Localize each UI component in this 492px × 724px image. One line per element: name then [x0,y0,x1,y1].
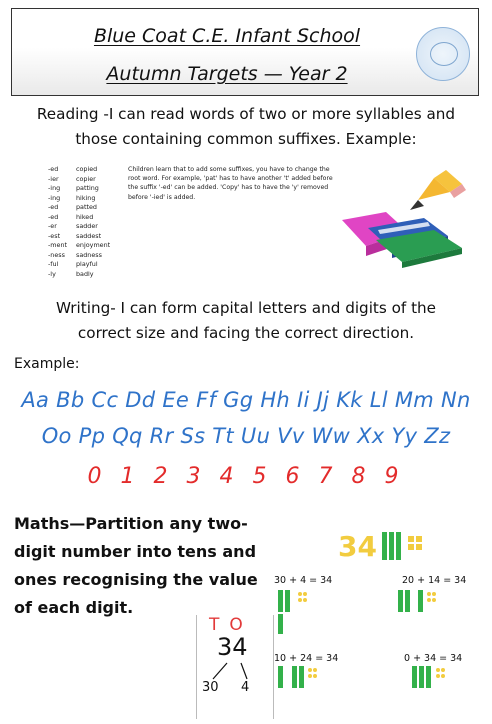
school-name: Blue Coat C.E. Infant School [93,25,361,47]
reading-target-line1: Reading -I can read words of two or more syllables and [36,105,456,123]
suffix-word: hiked [76,212,94,221]
suffix-row [48,165,126,175]
suffix-row [48,241,126,251]
suffix-word: patting [76,184,99,192]
suffix-row [48,270,126,280]
suffix-row [48,232,126,242]
writing-target-line1: Writing- I can form capital letters and digits of the [55,299,437,317]
suffix: -ly [48,269,56,278]
suffix-word: playful [76,260,98,268]
suffix: -ed [48,212,59,221]
suffix-row [48,213,126,223]
suffix-row [48,222,126,232]
equation-1: 30 + 4 = 34 [274,575,333,586]
base-ten-20-plus-14 [396,588,440,614]
suffix-note: Children learn that to add some suffixes, you have to change the root word. For example, 'pat' has to have another 't' added before the suffix '-ed' can be added. 'Copy' has to have the 'y' removed before '-ied' is added. [128,166,333,201]
ones-value: 4 [241,680,250,695]
place-value-number: 34 [217,633,248,661]
suffix: -ing [48,193,61,202]
suffix: -ed [48,165,59,173]
books-and-pencil-image [338,170,478,270]
school-logo [416,27,470,81]
equation-4: 0 + 34 = 34 [404,653,463,664]
suffix: -ness [48,250,65,259]
suffix-word: saddest [76,231,102,240]
suffix: -ed [48,203,59,211]
suffix: -er [48,222,57,230]
suffix-row [48,251,126,261]
suffix: -ment [48,241,68,249]
base-ten-30-plus-4 [276,588,320,636]
suffix-row [48,175,126,185]
tens-value: 30 [202,680,219,695]
suffix-row [48,194,126,204]
maths-target: Maths—Partition any two-digit number into tens and ones recognising the value of each digit. [14,514,258,617]
reading-target-line2-main: those containing common suffixes. [75,130,341,148]
reading-target-line2 [0,127,492,152]
alphabet-row-1: Aa Bb Cc Dd Ee Ff Gg Hh Ii Jj Kk Ll Mm Nn [21,388,471,412]
suffix: -ful [48,260,59,268]
page-subtitle: Autumn Targets — Year 2 [106,63,348,85]
base-ten-0-plus-34 [410,664,454,690]
suffix-row [48,203,126,213]
writing-example-label: Example: [14,356,80,372]
base-ten-blocks-34 [378,530,438,562]
suffix-word: copied [76,165,98,173]
suffix-word: sadder [76,222,98,230]
suffix-word: hiking [76,193,96,202]
suffix-row [48,260,126,270]
header-panel [11,8,479,96]
digits-row: 0 1 2 3 4 5 6 7 8 9 [87,464,405,489]
equation-3: 10 + 24 = 34 [274,653,339,664]
base-ten-10-plus-24 [276,664,324,690]
place-value-header: TO [209,615,253,635]
suffix: -ing [48,184,61,192]
suffix-word: sadness [76,250,102,259]
partition-lines [197,661,273,681]
suffix: -ier [48,174,59,183]
suffix-word: enjoyment [76,241,111,249]
place-value-chart [196,615,274,719]
suffix-word: copier [76,174,96,183]
suffix: -est [48,231,61,240]
suffix-word: badly [76,269,94,278]
suffix-table [48,165,126,279]
alphabet-row-2: Oo Pp Qq Rr Ss Tt Uu Vv Ww Xx Yy Zz [41,424,451,448]
equation-2: 20 + 14 = 34 [402,575,467,586]
writing-target-line2: correct size and facing the correct direction. [77,324,415,342]
big-number: 34 [338,530,377,563]
suffix-row [48,184,126,194]
reading-example-label: Example: [345,130,417,148]
suffix-word: patted [76,203,97,211]
